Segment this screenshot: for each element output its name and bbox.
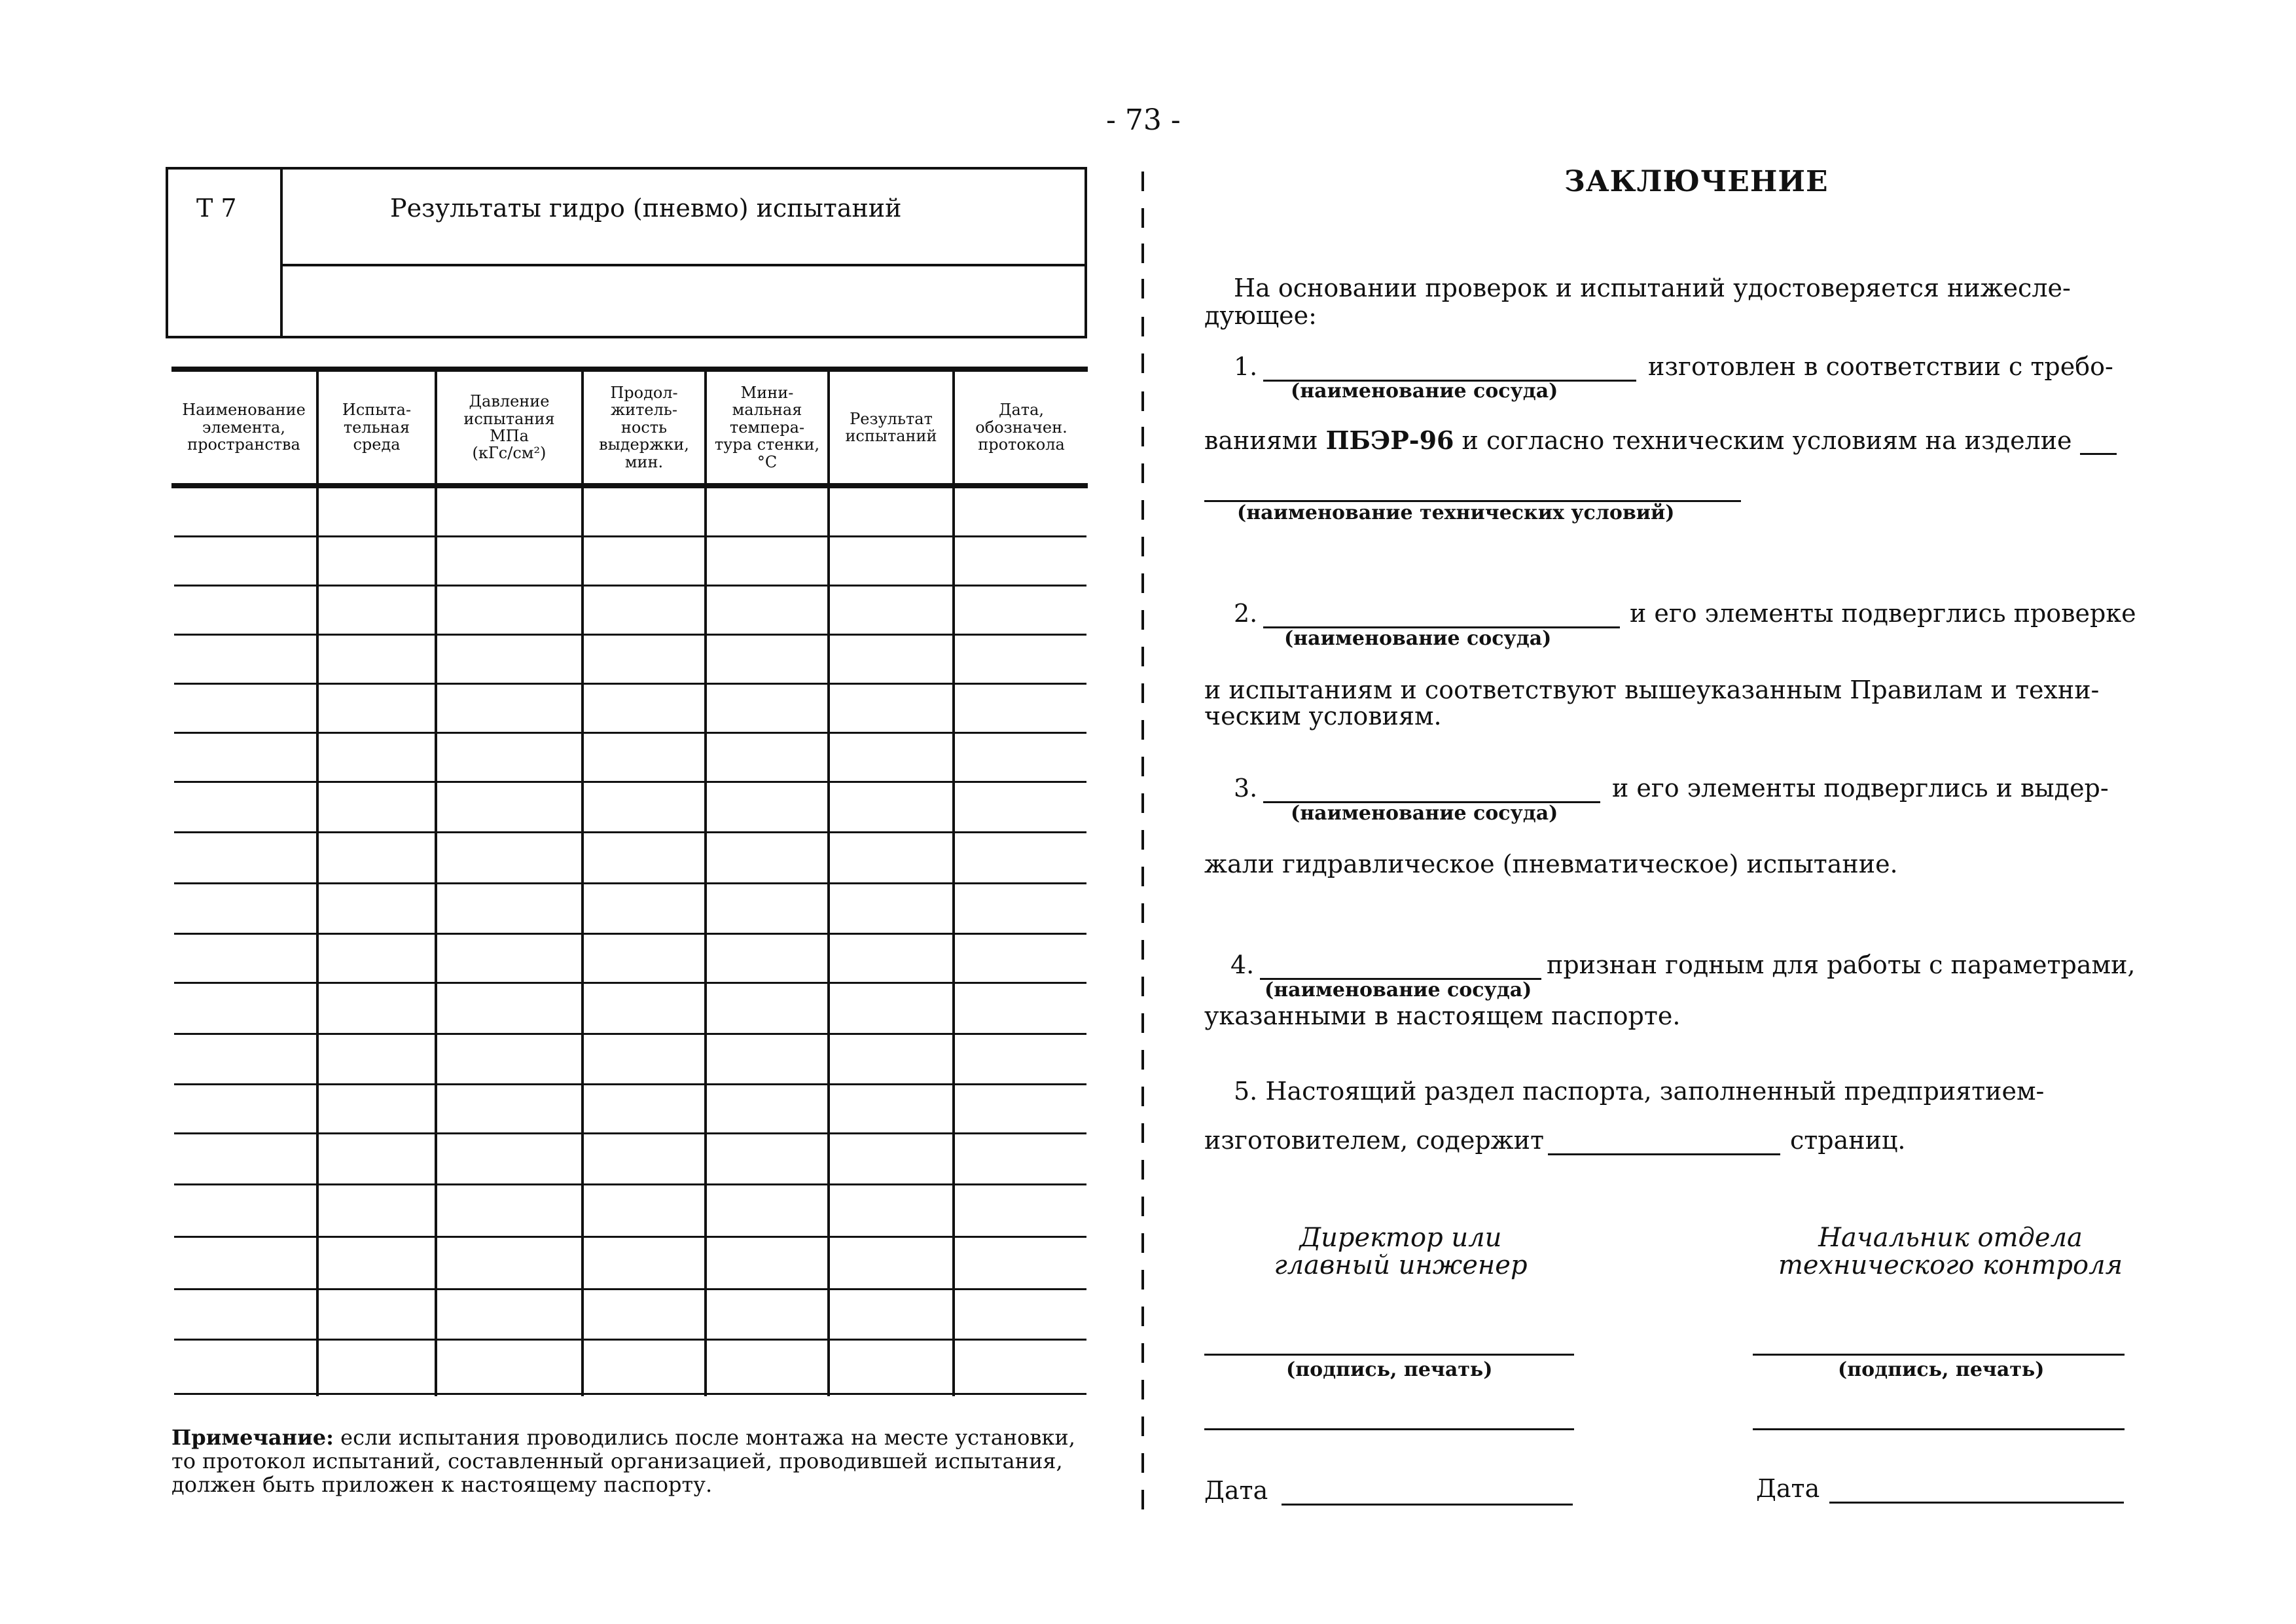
page-number: - 73 - — [1106, 103, 1181, 137]
note-text-line-1: если испытания проводились после монтажа на месте установки, — [333, 1425, 1075, 1450]
separator-dash — [1141, 353, 1144, 373]
table-row — [174, 732, 1086, 734]
table-row — [174, 683, 1086, 685]
table-row — [174, 1033, 1086, 1035]
separator-dash — [1141, 537, 1144, 556]
column-header-element: Наименование элемента, пространства — [182, 401, 306, 454]
table-row — [174, 1393, 1086, 1395]
separator-dash — [1141, 610, 1144, 630]
separator-dash — [1141, 977, 1144, 996]
separator-dash — [1141, 1123, 1144, 1143]
table-row — [174, 982, 1086, 984]
item-5-pages-blank — [1548, 1153, 1780, 1155]
separator-dash — [1141, 793, 1144, 813]
table-row — [174, 1132, 1086, 1134]
separator-dash — [1141, 463, 1144, 483]
item-4-text: признан годным для работы с параметрами, — [1547, 950, 2136, 979]
table-row — [174, 634, 1086, 636]
table-row — [174, 1083, 1086, 1085]
item-3-line-2: жали гидравлическое (пневматическое) испытание. — [1204, 850, 1898, 878]
t7-box — [166, 167, 1087, 338]
column-header-min-temperature: Мини- мальная темпера- тура стенки, °С — [714, 384, 820, 471]
separator-dash — [1141, 1087, 1144, 1106]
t7-code: T 7 — [196, 194, 237, 223]
separator-dash — [1141, 647, 1144, 666]
signature-right-title-2: технического контроля — [1778, 1250, 2123, 1280]
separator-dash — [1141, 244, 1144, 263]
separator-dash — [1141, 867, 1144, 886]
column-header-date-protocol: Дата, обозначен. протокола — [975, 401, 1067, 454]
separator-dash — [1141, 317, 1144, 336]
t7-divider — [280, 167, 283, 338]
table-header-rule — [171, 483, 1088, 488]
item-5-line-1: 5. Настоящий раздел паспорта, заполненный предприятием- — [1234, 1077, 2045, 1106]
signature-left-caption: (подпись, печать) — [1286, 1358, 1493, 1381]
item-5-line-2-end: страниц. — [1790, 1126, 1906, 1155]
signature-right-caption: (подпись, печать) — [1838, 1358, 2045, 1381]
table-row — [174, 1236, 1086, 1238]
signature-right-line — [1753, 1354, 2125, 1356]
note-text-line-2: то протокол испытаний, составленный организацией, проводившей испытания, — [171, 1449, 1063, 1473]
table-row — [174, 585, 1086, 586]
item-4-caption: (наименование сосуда) — [1265, 979, 1532, 1001]
note-label: Примечание: — [171, 1425, 334, 1450]
item-3-caption: (наименование сосуда) — [1291, 802, 1558, 825]
separator-dash — [1141, 427, 1144, 446]
table-row — [174, 831, 1086, 833]
signature-left-title-1: Директор или — [1299, 1223, 1502, 1253]
column-header-result: Результат испытаний — [845, 409, 937, 445]
separator-dash — [1141, 279, 1144, 298]
item-2-number: 2. — [1234, 599, 1258, 628]
item-3-number: 3. — [1234, 774, 1258, 803]
table-top-rule — [171, 367, 1088, 372]
date-label-right: Дата — [1756, 1474, 1820, 1503]
item-1-line-2-end: и согласно техническим условиям на изделие — [1454, 426, 2072, 455]
item-2-caption: (наименование сосуда) — [1284, 627, 1552, 650]
separator-dash — [1141, 1490, 1144, 1509]
signature-right-title — [1741, 1224, 2160, 1279]
table-row — [174, 1183, 1086, 1185]
item-1-product-blank — [2080, 453, 2117, 455]
separator-dash — [1141, 391, 1144, 411]
column-header-duration: Продол- житель- ность выдержки, мин. — [599, 384, 689, 471]
separator-dash — [1141, 1380, 1144, 1399]
separator-dash — [1141, 500, 1144, 520]
separator-dash — [1141, 940, 1144, 960]
intro-line-1: На основании проверок и испытаний удостоверяется нижесле- — [1234, 274, 2071, 302]
item-1-line-2 — [1204, 425, 2072, 455]
t7-hline — [280, 264, 1087, 266]
date-label-left: Дата — [1204, 1476, 1268, 1505]
table-note — [171, 1426, 1101, 1496]
separator-dash — [1141, 208, 1144, 228]
signature-left-title — [1191, 1224, 1610, 1279]
separator-dash — [1141, 1307, 1144, 1326]
intro-line-2: дующее: — [1204, 301, 1317, 330]
separator-dash — [1141, 1050, 1144, 1070]
separator-dash — [1141, 171, 1144, 191]
item-2-line-3: ческим условиям. — [1204, 702, 1442, 731]
item-2-text: и его элементы подверглись проверке — [1630, 599, 2136, 628]
t7-title: Результаты гидро (пневмо) испытаний — [390, 194, 902, 223]
signature-left-line — [1204, 1354, 1574, 1356]
item-3-text: и его элементы подверглись и выдер- — [1612, 774, 2109, 803]
separator-dash — [1141, 830, 1144, 850]
item-1-caption-2: (наименование технических условий) — [1237, 501, 1675, 524]
item-2-line-2: и испытаниям и соответствуют вышеуказанным Правилам и техни- — [1204, 676, 2100, 704]
item-1-caption: (наименование сосуда) — [1291, 380, 1558, 403]
conclusion-heading: ЗАКЛЮЧЕНИЕ — [1564, 165, 1829, 198]
table-row — [174, 781, 1086, 783]
separator-dash — [1141, 757, 1144, 776]
column-header-pressure: Давление испытания МПа (кГс/см²) — [463, 392, 555, 463]
separator-dash — [1141, 1233, 1144, 1253]
table-row — [174, 882, 1086, 884]
date-right-blank — [1829, 1502, 2124, 1504]
separator-dash — [1141, 903, 1144, 923]
table-row — [174, 1339, 1086, 1341]
item-4-number: 4. — [1230, 950, 1255, 979]
separator-dash — [1141, 573, 1144, 593]
item-1-text: изготовлен в соответствии с требо- — [1648, 352, 2113, 381]
date-left-blank — [1282, 1504, 1573, 1506]
item-1-line-2-start: ваниями — [1204, 426, 1326, 455]
table-row — [174, 535, 1086, 537]
signature-left-title-2: главный инженер — [1274, 1250, 1528, 1280]
table-row — [174, 933, 1086, 935]
separator-dash — [1141, 1416, 1144, 1436]
item-4-line-2: указанными в настоящем паспорте. — [1204, 1001, 1681, 1030]
table-row — [174, 1288, 1086, 1290]
signature-right-title-1: Начальник отдела — [1818, 1223, 2083, 1253]
item-1-number: 1. — [1234, 352, 1258, 381]
separator-dash — [1141, 1013, 1144, 1033]
rules-reference: ПБЭР-96 — [1325, 425, 1454, 455]
separator-dash — [1141, 1160, 1144, 1180]
column-header-medium: Испыта- тельная среда — [342, 401, 412, 454]
separator-dash — [1141, 1270, 1144, 1290]
separator-dash — [1141, 1343, 1144, 1363]
separator-dash — [1141, 1197, 1144, 1216]
separator-dash — [1141, 720, 1144, 740]
note-text-line-3: должен быть приложен к настоящему паспорту. — [171, 1472, 713, 1497]
separator-dash — [1141, 683, 1144, 703]
separator-dash — [1141, 1453, 1144, 1473]
signature-left-line-2 — [1204, 1428, 1574, 1430]
signature-right-line-2 — [1753, 1428, 2125, 1430]
item-5-line-2-start: изготовителем, содержит — [1204, 1126, 1544, 1155]
